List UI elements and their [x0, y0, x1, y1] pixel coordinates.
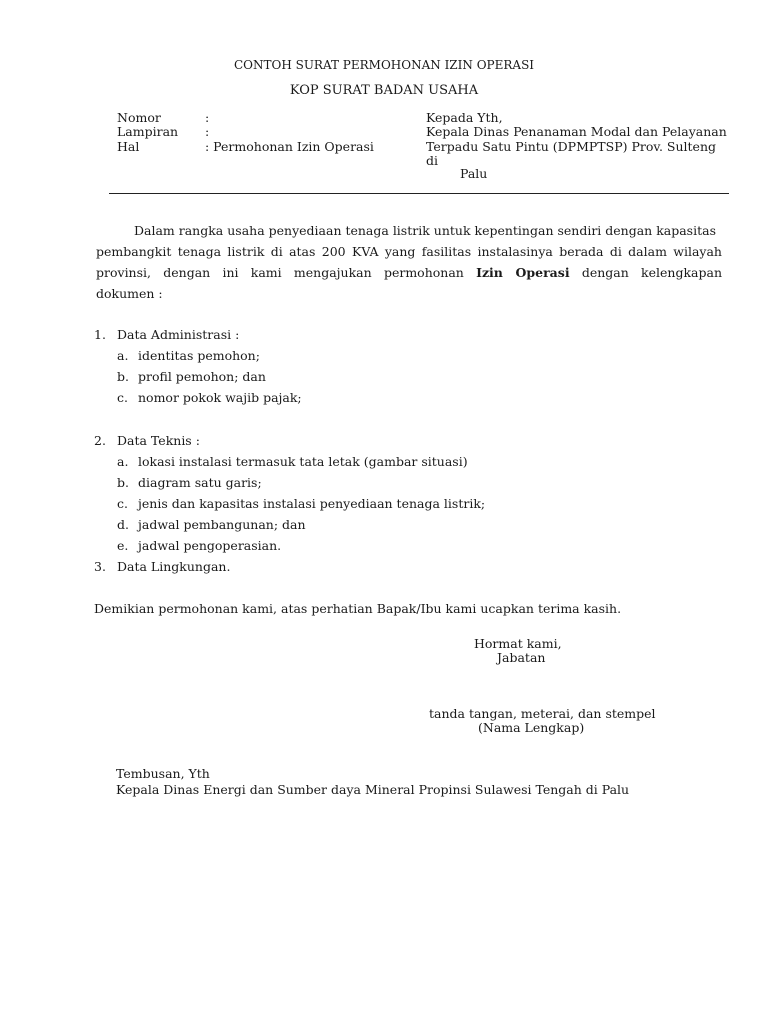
document-title: CONTOH SURAT PERMOHONAN IZIN OPERASI: [233, 58, 535, 72]
section-number: 1.: [94, 327, 106, 342]
section-number: 3.: [94, 559, 106, 574]
nomor-label: Nomor: [117, 110, 161, 125]
signatory-name: (Nama Lengkap): [478, 720, 585, 735]
list-item-letter: c.: [117, 390, 128, 405]
list-item-letter: b.: [117, 475, 129, 490]
list-item-letter: d.: [117, 517, 129, 532]
lampiran-value: :: [205, 124, 210, 139]
recipient-line-3: Terpadu Satu Pintu (DPMPTSP) Prov. Sulteng: [426, 139, 716, 154]
section-number: 2.: [94, 433, 106, 448]
recipient-city: Palu: [460, 166, 488, 181]
list-item-letter: b.: [117, 369, 129, 384]
list-item: jenis dan kapasitas instalasi penyediaan tenaga listrik;: [138, 496, 486, 511]
signature-note: tanda tangan, meterai, dan stempel: [429, 706, 656, 721]
list-item: diagram satu garis;: [138, 475, 262, 490]
recipient-salutation: Kepada Yth,: [426, 110, 503, 125]
section-title: Data Teknis :: [117, 433, 200, 448]
lampiran-label: Lampiran: [117, 124, 179, 139]
body-line-4: dokumen :: [96, 286, 163, 301]
hal-label: Hal: [117, 139, 140, 154]
cc-recipient: Kepala Dinas Energi dan Sumber daya Mineral Propinsi Sulawesi Tengah di Palu: [116, 782, 630, 797]
list-item-letter: c.: [117, 496, 128, 511]
hal-value: : Permohonan Izin Operasi: [205, 139, 374, 154]
header-divider: [109, 193, 729, 194]
list-item-letter: a.: [117, 348, 129, 363]
list-item: identitas pemohon;: [138, 348, 260, 363]
list-item: jadwal pembangunan; dan: [138, 517, 306, 532]
signature-position: Jabatan: [497, 650, 546, 665]
letterhead-placeholder: KOP SURAT BADAN USAHA: [289, 83, 479, 98]
body-line-1: Dalam rangka usaha penyediaan tenaga listrik untuk kepentingan sendiri dengan kapasitas: [134, 223, 716, 238]
list-item: profil pemohon; dan: [138, 369, 266, 384]
closing-sentence: Demikian permohonan kami, atas perhatian Bapak/Ibu kami ucapkan terima kasih.: [94, 601, 622, 616]
list-item-letter: a.: [117, 454, 129, 469]
body-paragraph: [96, 220, 722, 304]
recipient-line-4: di: [426, 153, 438, 168]
nomor-value: :: [205, 110, 210, 125]
list-item: lokasi instalasi termasuk tata letak (gambar situasi): [138, 454, 468, 469]
section-title: Data Administrasi :: [117, 327, 240, 342]
list-item: jadwal pengoperasian.: [138, 538, 282, 553]
signature-greeting: Hormat kami,: [474, 636, 562, 651]
body-line-3: provinsi, dengan ini kami mengajukan permohonan Izin Operasi dengan kelengkapan: [96, 265, 723, 280]
body-line-2: pembangkit tenaga listrik di atas 200 KVA yang fasilitas instalasinya berada di dalam wilayah: [96, 244, 722, 259]
cc-label: Tembusan, Yth: [116, 766, 210, 781]
recipient-line-2: Kepala Dinas Penanaman Modal dan Pelayanan: [426, 124, 727, 139]
list-item: nomor pokok wajib pajak;: [138, 390, 302, 405]
list-item-letter: e.: [117, 538, 129, 553]
section-title: Data Lingkungan.: [117, 559, 231, 574]
